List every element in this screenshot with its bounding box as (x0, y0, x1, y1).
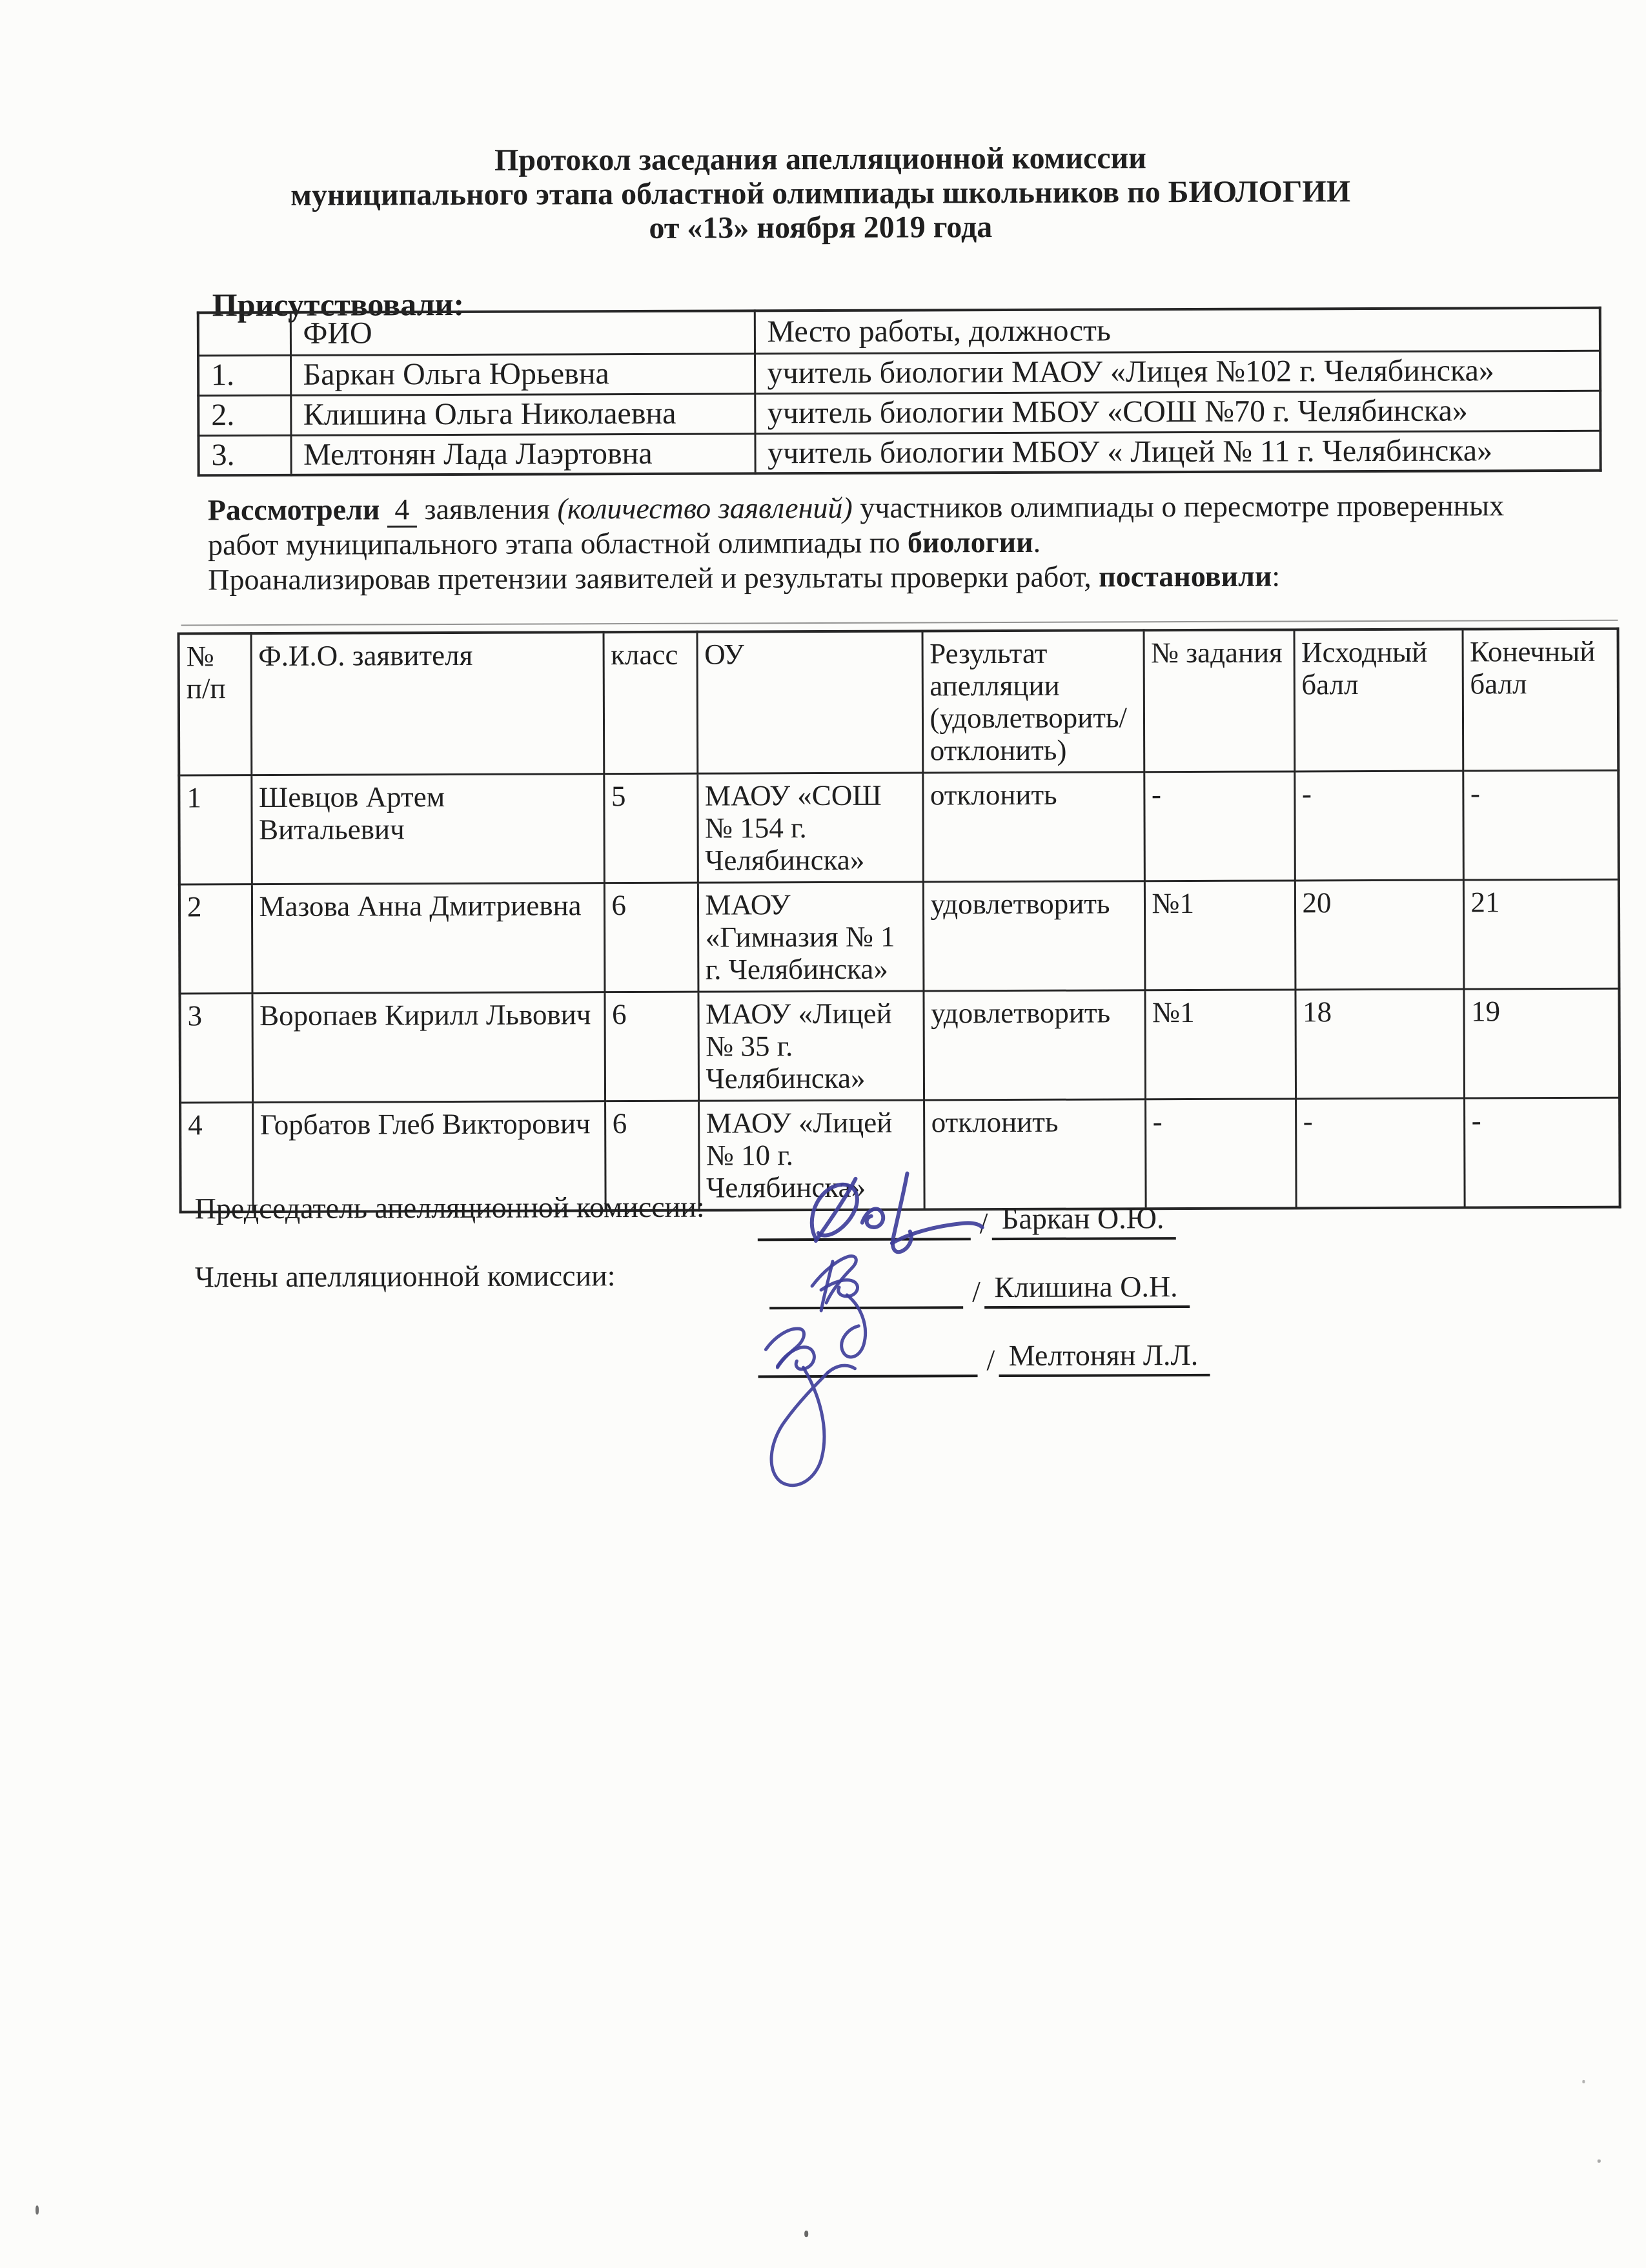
school-cell: МАОУ «Лицей № 35 г. Челябинска» (698, 991, 924, 1101)
text-segment: участников олимпиады о пересмотре проверенных работ муниципального этапа областной олимпиады по (207, 489, 1505, 562)
row-number-cell: 3. (198, 435, 290, 475)
title-line-3: от «13» ноября 2019 года (649, 210, 993, 245)
grade-cell: 6 (604, 992, 698, 1101)
school-cell: МАОУ «Гимназия № 1 г. Челябинска» (698, 882, 924, 992)
number-cell: 2 (179, 884, 252, 994)
signature-separator: / (986, 1343, 995, 1377)
document-title (0, 139, 1643, 248)
title-line-2: муниципального этапа областной олимпиады школьников по БИОЛОГИИ (290, 174, 1351, 212)
chairman-label: Председатель апелляционной комиссии: (194, 1190, 705, 1225)
resolution-line-2 (208, 558, 1576, 597)
signature-name: Мелтонян Л.Л. (999, 1338, 1210, 1377)
table-row (198, 391, 1600, 436)
row-number-cell: 2. (198, 395, 290, 435)
task-cell: №1 (1144, 881, 1295, 990)
text-segment: . (1033, 525, 1041, 558)
number-cell: 1 (179, 775, 252, 884)
grade-cell: 6 (605, 1101, 699, 1211)
applicant-cell: Воропаев Кирилл Львович (252, 992, 605, 1103)
result-cell: удовлетворить (923, 990, 1145, 1100)
result-cell: отклонить (924, 1099, 1146, 1210)
column-header-fio: ФИО (290, 311, 755, 355)
scan-speckle (1598, 2160, 1601, 2163)
task-cell: - (1144, 771, 1295, 881)
scan-artifact-line (181, 620, 1618, 626)
table-row (198, 351, 1600, 396)
grade-cell: 6 (604, 883, 698, 992)
school-cell: МАОУ «СОШ № 154 г. Челябинска» (697, 773, 923, 883)
task-cell: - (1145, 1099, 1296, 1209)
applicant-cell: Горбатов Глеб Викторович (252, 1101, 605, 1212)
final-score-cell: 19 (1463, 988, 1620, 1098)
workplace-cell: учитель биологии МАОУ «Лицея №102 г. Челябинска» (755, 351, 1600, 394)
applicant-cell: Шевцов Артем Витальевич (251, 774, 604, 884)
workplace-cell: учитель биологии МБОУ «СОШ №70 г. Челябинска» (755, 391, 1600, 434)
present-label: Присутствовали: (212, 285, 465, 323)
initial-score-cell: 18 (1295, 989, 1464, 1099)
number-cell: 4 (180, 1103, 253, 1212)
final-score-cell: 21 (1463, 879, 1620, 989)
column-header-applicant: Ф.И.О. заявителя (251, 632, 604, 775)
resolution-paragraph (208, 488, 1577, 597)
applicant-cell: Мазова Анна Дмитриевна (252, 883, 605, 994)
text-segment: Рассмотрели (207, 493, 387, 527)
text-segment: : (1272, 559, 1281, 593)
school-cell: МАОУ «Лицей № 10 г. Челябинска» (698, 1100, 924, 1211)
initial-score-cell: - (1295, 1098, 1465, 1208)
fio-cell: Клишина Ольга Николаевна (290, 393, 755, 435)
column-header-number: № п/п (179, 633, 252, 775)
title-line-1: Протокол заседания апелляционной комиссии (494, 141, 1147, 178)
signature-name: Клишина О.Н. (984, 1270, 1190, 1309)
column-header-grade: класс (604, 632, 698, 774)
result-cell: удовлетворить (923, 881, 1145, 991)
grade-cell: 5 (604, 773, 698, 883)
signature-separator: / (979, 1207, 988, 1240)
present-table (197, 307, 1602, 477)
table-row (179, 770, 1619, 884)
column-header-final-score: Конечный балл (1463, 629, 1619, 771)
initial-score-cell: 20 (1295, 880, 1464, 990)
scan-speckle (804, 2231, 808, 2237)
result-cell: отклонить (922, 772, 1144, 882)
column-header-initial-score: Исходный балл (1294, 629, 1463, 771)
present-table-header-row (198, 308, 1600, 356)
resolution-line-1 (208, 488, 1576, 562)
fio-cell: Мелтонян Лада Лаэртовна (290, 433, 755, 475)
final-score-cell: - (1463, 770, 1619, 880)
row-number-cell: 1. (198, 355, 290, 395)
application-count: 4 (387, 493, 417, 527)
table-row (179, 988, 1620, 1103)
appeals-table (178, 628, 1621, 1214)
signature-name: Баркан О.Ю. (991, 1201, 1175, 1240)
task-cell: №1 (1144, 990, 1295, 1099)
members-label: Члены апелляционной комиссии: (194, 1259, 616, 1294)
fio-cell: Баркан Ольга Юрьевна (290, 353, 755, 395)
column-header-empty (198, 312, 290, 355)
initial-score-cell: - (1294, 771, 1463, 881)
text-segment: (количество заявлений) (557, 491, 853, 526)
text-segment: заявления (416, 492, 558, 526)
scan-speckle (36, 2205, 39, 2214)
workplace-cell: учитель биологии МБОУ « Лицей № 11 г. Челябинска» (755, 431, 1600, 474)
scan-speckle (1582, 2080, 1585, 2083)
handwritten-signature-3 (706, 1309, 946, 1497)
text-segment: постановили (1099, 559, 1272, 593)
final-score-cell: - (1464, 1098, 1620, 1207)
number-cell: 3 (179, 994, 252, 1103)
table-row (198, 431, 1600, 476)
appeals-table-header-row (179, 629, 1619, 775)
text-segment: биологии (907, 525, 1033, 559)
signature-separator: / (971, 1275, 980, 1309)
column-header-result: Результат апелляции (удовлетворить/ отклонить) (922, 630, 1144, 773)
column-header-workplace: Место работы, должность (755, 308, 1600, 354)
table-row (179, 879, 1620, 994)
column-header-task: № задания (1144, 629, 1295, 771)
text-segment: Проанализировав претензии заявителей и результаты проверки работ, (208, 560, 1099, 597)
column-header-school: ОУ (697, 631, 923, 773)
